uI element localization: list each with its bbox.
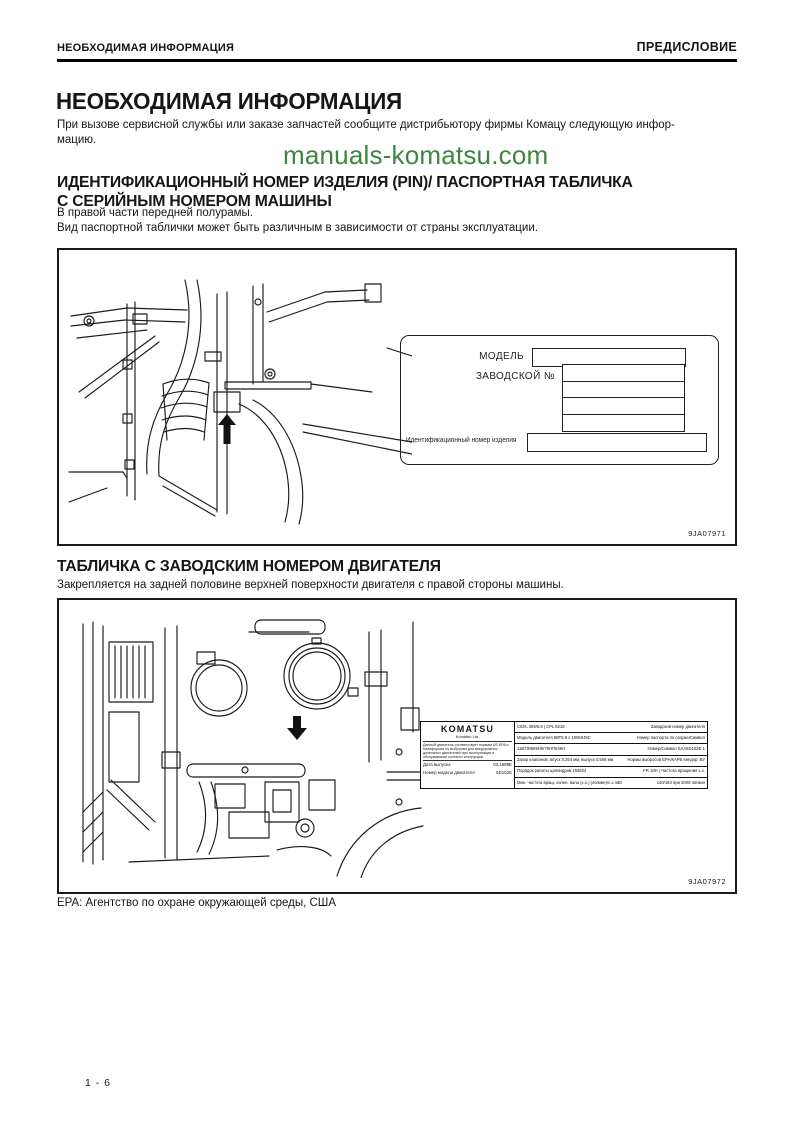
spec-cell: Мин. частота вращ. колен. вала (х.х.) (об/мин)/л.с./кВт <box>517 780 623 785</box>
watermark: manuals-komatsu.com <box>283 140 549 170</box>
spec-cell: Нормы выбросов ЕРА/КАРБ внедор. ВУ <box>627 758 705 763</box>
plate-model-value: 6D102E <box>496 769 512 775</box>
plate-spec-row <box>515 756 707 767</box>
header-section-title: НЕОБХОДИМАЯ ИНФОРМАЦИЯ <box>57 42 235 54</box>
figure-pin-plate-location <box>57 248 737 546</box>
engine-plate-spec-table <box>515 722 707 788</box>
section1-body-line2: Вид паспортной таблички может быть различным в зависимости от страны эксплуатации. <box>57 222 538 234</box>
section2-body: Закрепляется на задней половине верхней поверхности двигателя с правой стороны машины. <box>57 579 564 591</box>
serial-value-box <box>562 397 685 415</box>
spec-cell: Номер паспорта по сборке/Символ <box>636 735 705 740</box>
spec-cell: Порядок работы цилиндров 153624 <box>517 769 587 774</box>
section1-heading-line2: С СЕРИЙНЫМ НОМЕРОМ МАШИНЫ <box>57 193 332 210</box>
model-label: МОДЕЛЬ <box>479 351 524 362</box>
engine-drawing <box>69 612 431 878</box>
spec-cell: Номер/Символ SАА6D102Е-1 <box>647 747 705 752</box>
header-rule <box>57 59 737 62</box>
engine-plate-diagram <box>420 721 708 789</box>
page-number: 1 - 6 <box>85 1077 112 1089</box>
serial-value-box <box>562 364 685 382</box>
komatsu-logo-sub: Komatsu Ltd. <box>455 734 480 739</box>
section1-heading <box>57 173 633 211</box>
serial-value-box <box>562 414 685 432</box>
plate-spec-row <box>515 744 707 755</box>
engine-plate-left-panel <box>421 722 515 788</box>
plate-date-label: Дата выпуска <box>423 762 451 768</box>
serial-value-box <box>562 381 685 399</box>
spec-cell: Модель двигателя 6ВТ5.9 х 1055049С <box>517 735 591 740</box>
figure-2-code: 9JA07972 <box>688 877 726 886</box>
figure-engine-plate-location <box>57 598 737 894</box>
plate-spec-row <box>515 778 707 788</box>
plate-date-value: 03.1999Е <box>493 762 512 768</box>
plate-model-label: Номер модели двигателя <box>423 769 475 775</box>
machine-frame-drawing <box>67 264 412 532</box>
spec-cell: 11В7Л/В65НК/70НП64КН <box>517 747 566 752</box>
spec-cell: FR 18Н | Частота вращения х.х. <box>643 769 705 774</box>
page-title: НЕОБХОДИМАЯ ИНФОРМАЦИЯ <box>56 88 402 114</box>
spec-cell: Заводской номер двигателя <box>650 724 705 729</box>
header-chapter-title: ПРЕДИСЛОВИЕ <box>636 40 737 54</box>
plate-spec-row <box>515 733 707 744</box>
serial-value-boxes <box>562 365 685 432</box>
epa-note: EPA: Агентство по охране окружающей среды, США <box>57 897 337 909</box>
section1-body-line1: В правой части передней полурамы. <box>57 207 253 219</box>
intro-line-1: При вызове сервисной службы или заказе запчастей сообщите дистрибьютору фирмы Комацу следующую инфор- <box>57 119 675 131</box>
spec-cell: CID/L 359/5.9 | CPL 8216 <box>517 724 565 729</box>
intro-line-2: мацию. <box>57 133 97 146</box>
plate-spec-row <box>515 722 707 733</box>
spec-cell: 140/184 при 2000 об/мин <box>656 780 705 785</box>
pin-label: Идентификационный номер изделия <box>406 437 517 444</box>
plate-date-row <box>423 761 512 769</box>
serial-number-label: ЗАВОДСКОЙ № <box>475 371 555 382</box>
plate-spec-row <box>515 767 707 778</box>
figure-1-code: 9JA07971 <box>688 529 726 538</box>
section2-heading: ТАБЛИЧКА С ЗАВОДСКИМ НОМЕРОМ ДВИГАТЕЛЯ <box>57 558 441 575</box>
pin-plate-diagram <box>400 335 719 465</box>
section1-heading-line1: ИДЕНТИФИКАЦИОННЫЙ НОМЕР ИЗДЕЛИЯ (PIN)/ ПАСПОРТНАЯ ТАБЛИЧКА <box>57 174 633 191</box>
pin-value-box <box>527 433 707 452</box>
spec-cell: Зазор клапанов: впуск 0.254 мм, выпуск 0.508 мм <box>517 758 614 763</box>
komatsu-logo: KOMATSU <box>440 724 495 734</box>
plate-fine-print: Данный двигатель соответствует нормам US EPA и Калифорнии по выбросам для внедорожных дизельных двигателей при эксплуатации и обслуживании согласно инструкции. <box>423 741 512 762</box>
plate-model-row <box>423 769 512 777</box>
